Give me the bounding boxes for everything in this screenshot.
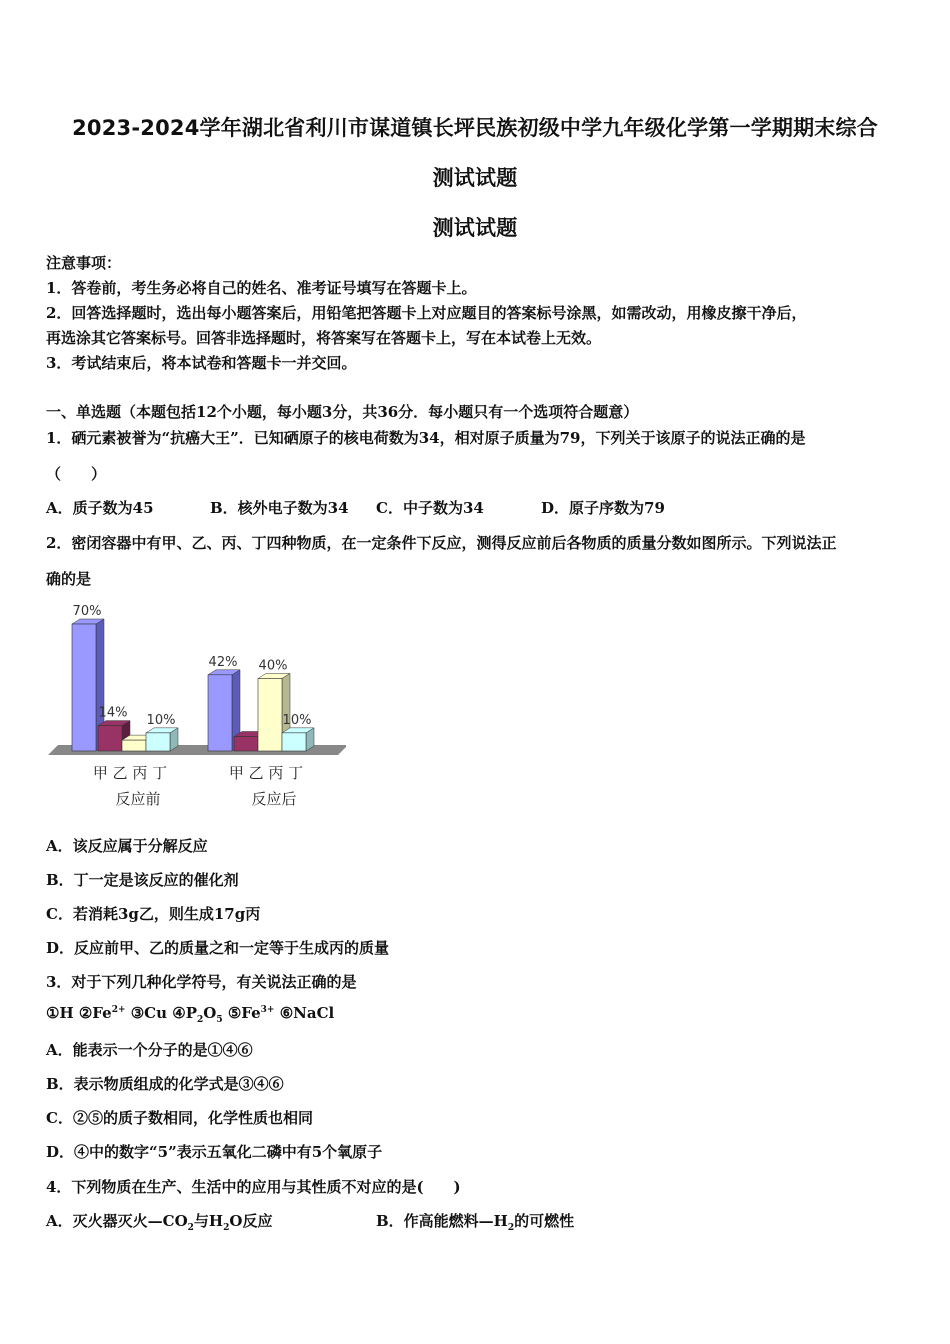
symbol-4: $④P_2O_5$	[172, 1004, 223, 1025]
bar-丁-g1	[146, 733, 170, 751]
symbol-2: $②Fe^{2+}$	[78, 1004, 126, 1022]
data-label-丁-g2: 10%	[282, 712, 312, 728]
question-2-option-c: C．若消耗3g乙，则生成17g丙	[46, 905, 261, 923]
question-3-stem: 3．对于下列几种化学符号，有关说法正确的是	[46, 973, 357, 991]
question-4-stem: 4．下列物质在生产、生活中的应用与其性质不对应的是( )	[46, 1178, 461, 1196]
bar-甲-g2	[208, 675, 232, 751]
bar-乙-g1	[98, 726, 122, 751]
data-label-甲-g1: 70%	[72, 604, 102, 619]
notice-item: 2．回答选择题时，选出每小题答案后，用铅笔把答题卡上对应题目的答案标号涂黑，如需改动，用橡皮擦干净后，	[46, 304, 807, 322]
mass-fraction-bar-chart	[46, 596, 346, 816]
bar-乙-g2	[234, 736, 258, 751]
question-4-option-b: B．作高能燃料$—H_2$的可燃性	[376, 1212, 575, 1233]
data-label-乙-g1: 14%	[98, 705, 128, 721]
data-label-甲-g2: 42%	[208, 654, 238, 670]
symbol-1: ①H	[46, 1004, 74, 1022]
question-2-stem: 2．密闭容器中有甲、乙、丙、丁四种物质，在一定条件下反应，测得反应前后各物质的质量分数如图所示。下列说法正	[46, 534, 837, 552]
section-heading: 一、单选题（本题包括12个小题，每小题3分，共36分．每小题只有一个选项符合题意）	[46, 403, 639, 421]
question-1-option-a: A．质子数为45	[46, 499, 154, 517]
question-4-option-a: A．灭火器灭火$—CO_2$与$H_2O$反应	[46, 1212, 273, 1233]
symbol-5: $⑤Fe^{3+}$	[227, 1004, 275, 1022]
question-1-option-b: B．核外电子数为34	[210, 499, 349, 517]
question-3-option-b: B．表示物质组成的化学式是③④⑥	[46, 1075, 284, 1093]
notice-heading: 注意事项：	[46, 254, 122, 272]
question-1-option-c: C．中子数为34	[376, 499, 484, 517]
question-3-option-c: C．②⑤的质子数相同，化学性质也相同	[46, 1109, 313, 1127]
bar-丙-g1	[122, 740, 146, 751]
group-label-g2: 反应后	[251, 790, 297, 808]
notice-item: 3．考试结束后，将本试卷和答题卡一并交回。	[46, 354, 357, 372]
question-3-option-a: A．能表示一个分子的是①④⑥	[46, 1041, 253, 1059]
question-3-symbols	[46, 1004, 334, 1025]
question-3-option-d: D．④中的数字“5”表示五氧化二磷中有5个氧原子	[46, 1143, 383, 1161]
axis-category-labels-g2: 甲 乙 丙 丁	[228, 764, 304, 782]
bar-丁-g2	[282, 733, 306, 751]
question-1-option-d: D．原子序数为79	[541, 499, 665, 517]
group-label-g1: 反应前	[115, 790, 161, 808]
symbol-3: ③Cu	[130, 1004, 168, 1022]
bar-甲-g1	[72, 624, 96, 751]
question-2-stem-cont: 确的是	[46, 570, 92, 588]
notice-item: 1．答卷前，考生务必将自己的姓名、准考证号填写在答题卡上。	[46, 279, 477, 297]
page-subtitle: 测试试题	[432, 166, 518, 190]
notice-item: 再选涂其它答案标号。回答非选择题时，将答案写在答题卡上，写在本试卷上无效。	[46, 329, 602, 347]
axis-category-labels-g1: 甲 乙 丙 丁	[92, 764, 168, 782]
question-1-paren: （ ）	[46, 465, 107, 483]
bar-丙-g2	[258, 678, 282, 751]
data-label-丁-g1: 10%	[146, 712, 176, 728]
symbol-6: ⑥NaCl	[279, 1004, 335, 1022]
data-label-丙-g2: 40%	[258, 658, 288, 674]
page-subtitle-repeat: 测试试题	[432, 216, 518, 240]
question-2-option-a: A．该反应属于分解反应	[46, 837, 208, 855]
question-1-stem: 1．硒元素被誉为“抗癌大王”．已知硒原子的核电荷数为34，相对原子质量为79，下列关于该原子的说法正确的是	[46, 429, 806, 447]
question-2-option-b: B．丁一定是该反应的催化剂	[46, 871, 239, 889]
question-2-option-d: D．反应前甲、乙的质量之和一定等于生成丙的质量	[46, 939, 390, 957]
page-title: 2023-2024学年湖北省利川市谋道镇长坪民族初级中学九年级化学第一学期期末综合	[72, 116, 878, 140]
